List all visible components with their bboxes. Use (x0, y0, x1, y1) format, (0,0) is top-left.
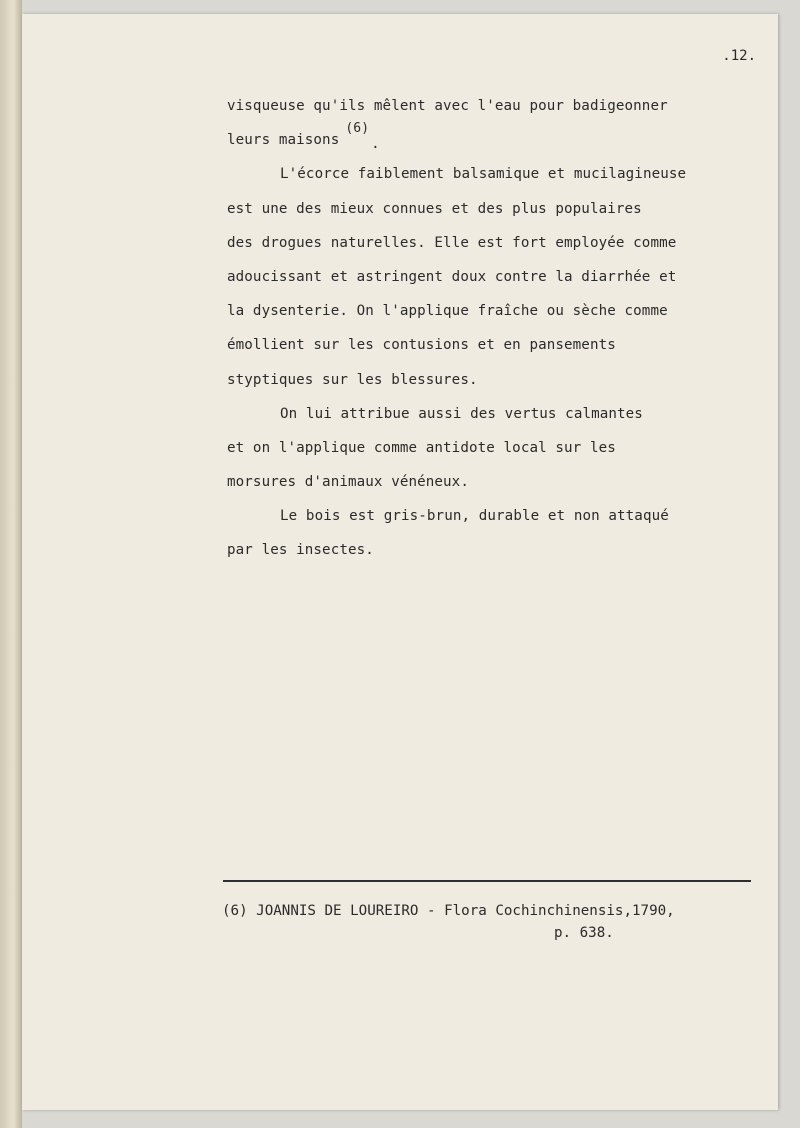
text-line: émollient sur les contusions et en pansements (227, 337, 616, 354)
text-line: On lui attribue aussi des vertus calmantes (280, 405, 643, 422)
text-line: adoucissant et astringent doux contre la diarrhée et (227, 268, 677, 285)
text-line: est une des mieux connues et des plus populaires (227, 200, 642, 217)
footnote-separator (223, 880, 751, 882)
text-line: et on l'applique comme antidote local sur les (227, 439, 616, 456)
page-number: .12. (722, 48, 756, 64)
text-line: L'écorce faiblement balsamique et mucilagineuse (280, 166, 687, 183)
text-line (227, 123, 772, 157)
document-page (22, 14, 778, 1110)
sentence-end: . (371, 136, 380, 153)
text-line: par les insectes. (227, 542, 374, 559)
footnote-reference: (6) (345, 121, 370, 137)
text-line: styptiques sur les blessures. (227, 371, 478, 388)
text-line: Le bois est gris-brun, durable et non attaqué (280, 508, 669, 525)
footnote-line: (6) JOANNIS DE LOUREIRO - Flora Cochinchinensis,1790, (222, 903, 675, 919)
text-fragment: leurs maisons (227, 132, 340, 149)
text-line: des drogues naturelles. Elle est fort employée comme (227, 234, 677, 251)
body-text (227, 89, 772, 568)
text-line: visqueuse qu'ils mêlent avec l'eau pour badigeonner (227, 98, 668, 114)
text-line: la dysenterie. On l'applique fraîche ou sèche comme (227, 303, 668, 320)
previous-page-edge (0, 0, 22, 1128)
footnote (222, 900, 772, 944)
text-line: morsures d'animaux vénéneux. (227, 474, 469, 491)
footnote-line: p. 638. (554, 925, 614, 941)
